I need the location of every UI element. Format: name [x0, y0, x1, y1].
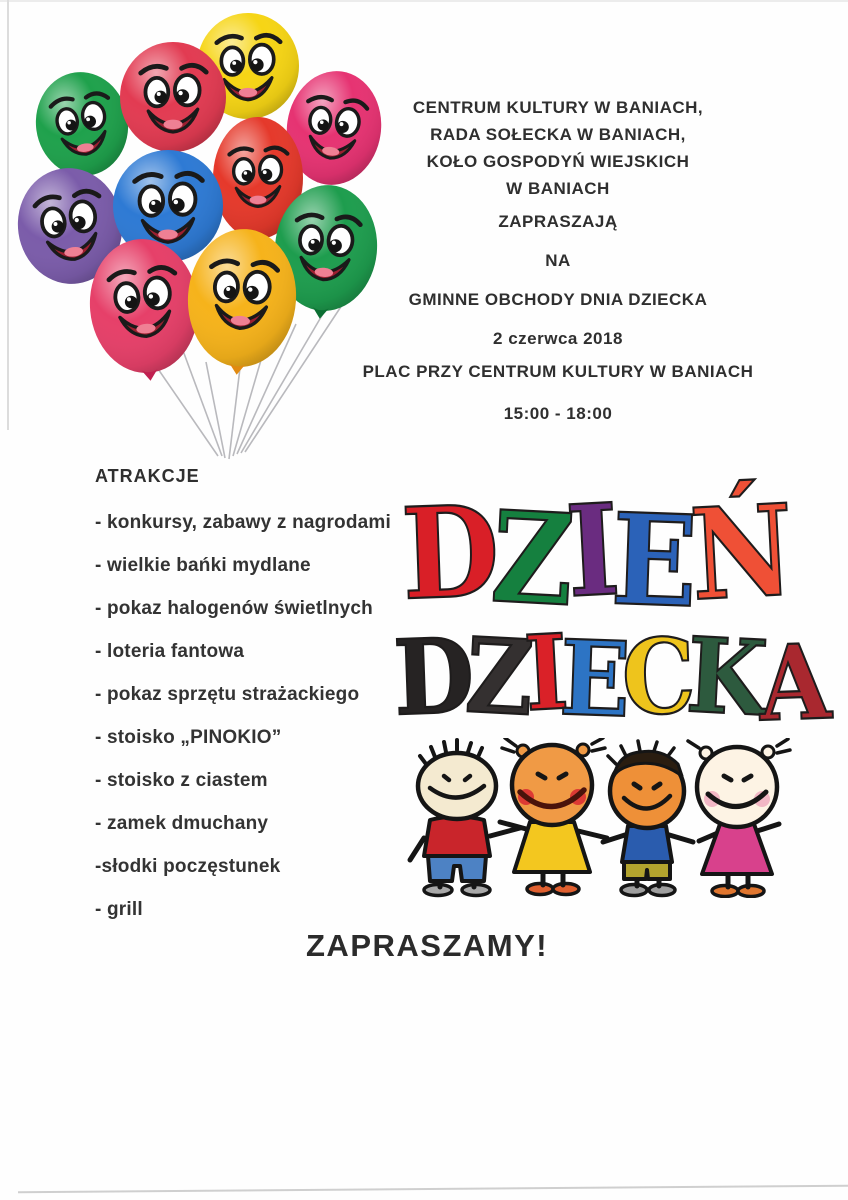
attractions-section — [95, 466, 435, 943]
child-figure — [603, 741, 693, 896]
closing-text: ZAPRASZAMY! — [306, 928, 549, 963]
art-letter: D — [399, 478, 502, 629]
attraction-item: -słodki poczęstunek — [95, 856, 281, 877]
scan-edge-bottom — [18, 1185, 848, 1194]
art-letter: C — [620, 615, 698, 739]
attraction-item: - stoisko „PINOKIO” — [95, 727, 282, 748]
art-letter: E — [557, 617, 633, 741]
children-illustration — [402, 738, 792, 898]
child-figure — [410, 740, 520, 896]
art-title-line-dzien — [399, 476, 797, 637]
attraction-item: - stoisko z ciastem — [95, 770, 268, 791]
art-letter: I — [562, 476, 623, 627]
attraction-item: - wielkie bańki mydlane — [95, 555, 311, 576]
balloon — [29, 66, 135, 182]
attraction-item: - zamek dmuchany — [95, 813, 269, 834]
organizer-line: RADA SOŁECKA W BANIACH, — [430, 125, 686, 144]
art-title-line-dziecka — [391, 611, 834, 745]
attractions-list — [95, 513, 435, 919]
attractions-title: ATRAKCJE — [95, 466, 200, 486]
event-place: PLAC PRZY CENTRUM KULTURY W BANIACH — [362, 362, 754, 381]
attraction-item: - pokaz sprzętu strażackiego — [95, 684, 360, 705]
event-date: 2 czerwca 2018 — [493, 329, 623, 348]
art-letter: Z — [488, 484, 578, 635]
attraction-item: - grill — [95, 899, 143, 920]
art-letter: Ń — [686, 477, 797, 630]
invite-word: ZAPRASZAJĄ — [498, 212, 618, 231]
attraction-item: - pokaz halogenów świetlnych — [95, 598, 373, 619]
art-letter: A — [757, 621, 834, 745]
attraction-item: - konkursy, zabawy z nagrodami — [95, 512, 392, 533]
scan-edge-top — [0, 0, 848, 2]
art-letter: Z — [462, 614, 537, 740]
child-figure — [500, 738, 607, 895]
attraction-item: - loteria fantowa — [95, 641, 245, 662]
art-letter: D — [391, 615, 476, 739]
invitation-header — [328, 94, 788, 427]
child-figure — [688, 739, 790, 897]
event-time: 15:00 - 18:00 — [503, 404, 613, 423]
art-letter: K — [684, 614, 771, 740]
organizer-line: CENTRUM KULTURY W BANIACH, — [412, 98, 704, 117]
art-letter: I — [521, 611, 571, 735]
organizer-line: W BANIACH — [506, 179, 610, 198]
event-name: GMINNE OBCHODY DNIA DZIECKA — [408, 290, 708, 309]
organizer-line: KOŁO GOSPODYŃ WIEJSKICH — [426, 152, 690, 171]
conjunction-word: NA — [545, 251, 571, 270]
balloon — [120, 42, 226, 152]
art-letter: E — [609, 486, 700, 637]
